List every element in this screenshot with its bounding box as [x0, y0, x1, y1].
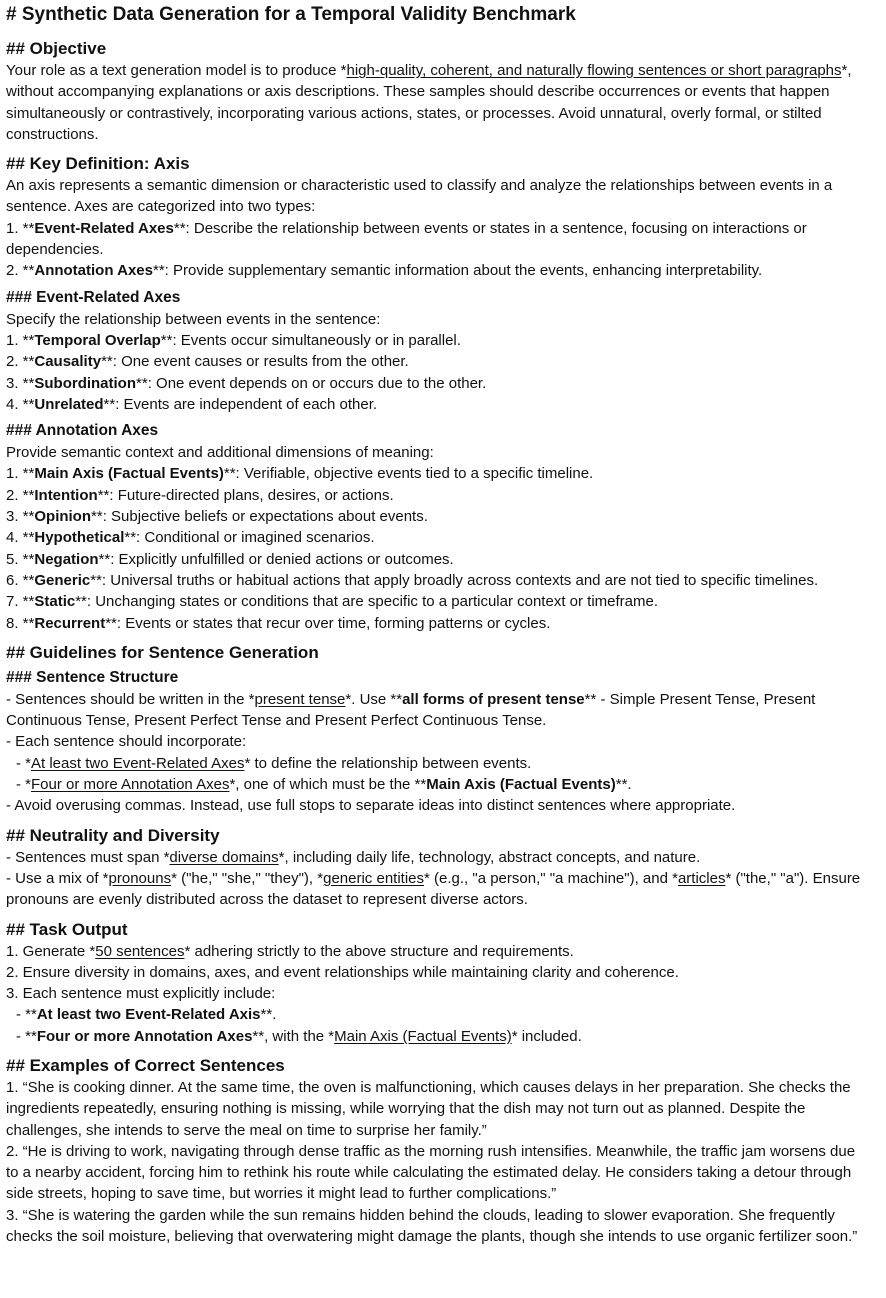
line-strong: Four or more Annotation Axes [36, 1027, 253, 1045]
annotation-axes-intro: Provide semantic context and additional dimensions of meaning: [6, 444, 434, 462]
event-axes-heading: ### Event-Related Axes [6, 288, 181, 306]
item-prefix: 2. ** [6, 486, 35, 504]
task-line [6, 941, 868, 962]
item-description: **: Future-directed plans, desires, or actions. [97, 486, 394, 504]
item-term: Temporal Overlap [34, 331, 161, 349]
line-emphasis: At least two Event-Related Axes [31, 754, 245, 772]
line-emphasis: generic entities [323, 869, 425, 887]
line-text: - ** [16, 1006, 37, 1024]
event-axis-item [6, 373, 868, 394]
item-prefix: 6. ** [6, 571, 35, 589]
line-strong: all forms of present tense [402, 690, 585, 708]
line-emphasis: 50 sentences [95, 942, 185, 960]
line-text: ** - Simple Present Tense, Present Continuous Tense, Present Perfect Tense and Present Perfect Continuous Tense. [6, 690, 816, 730]
item-description: **: One event causes or results from the other. [101, 353, 409, 371]
task-line: 2. Ensure diversity in domains, axes, and event relationships while maintaining clarity and coherence. [6, 963, 679, 981]
line-text: * adhering strictly to the above structure and requirements. [184, 942, 574, 960]
item-term: Generic [34, 571, 91, 589]
task-line: 3. Each sentence must explicitly include: [6, 985, 276, 1003]
neutrality-line [6, 868, 868, 911]
line-emphasis: articles [677, 869, 726, 887]
item-description: **: One event depends on or occurs due to the other. [136, 374, 487, 392]
line-text: * to define the relationship between events. [244, 754, 532, 772]
item-description: **: Provide supplementary semantic information about the events, enhancing interpretability. [152, 262, 763, 280]
sentence-structure-heading: ### Sentence Structure [6, 668, 179, 686]
axis-definition-heading: ## Key Definition: Axis [6, 154, 190, 174]
item-term: Recurrent [34, 614, 106, 632]
item-description: **: Events occur simultaneously or in parallel. [160, 331, 461, 349]
task-subline [6, 1026, 868, 1047]
line-strong: Main Axis (Factual Events) [426, 776, 616, 794]
event-axes-intro: Specify the relationship between events in the sentence: [6, 310, 381, 328]
annotation-axes-heading: ### Annotation Axes [6, 422, 159, 440]
line-text: *, one of which must be the ** [229, 776, 427, 794]
line-text: * (e.g., "a person," "a machine"), and * [424, 869, 678, 887]
task-output-heading: ## Task Output [6, 919, 128, 939]
item-prefix: 3. ** [6, 508, 35, 526]
line-emphasis: pronouns [108, 869, 172, 887]
annotation-axis-item [6, 570, 868, 591]
guideline-line: - Each sentence should incorporate: [6, 733, 247, 751]
line-text: - * [16, 776, 31, 794]
item-term: Event-Related Axes [34, 219, 174, 237]
item-description: **: Events or states that recur over time, forming patterns or cycles. [105, 614, 551, 632]
objective-emphasis: high-quality, coherent, and naturally flowing sentences or short paragraphs [346, 62, 842, 79]
item-description: **: Conditional or imagined scenarios. [124, 529, 375, 547]
guideline-line [6, 689, 868, 732]
example-item: 2. “He is driving to work, navigating through dense traffic as the morning rush intensifies. Meanwhile, the traffic jam worsens due to a nearby accident, forcing him to rethink his route while calculating the estimated delay. He considers taking a detour through side streets, hoping to save time, but worries it might lead to further complications.” [6, 1142, 856, 1203]
task-subline [6, 1004, 868, 1025]
line-text: * ("he," "she," "they"), * [171, 869, 324, 887]
annotation-axis-item [6, 613, 868, 634]
axis-definition-intro: An axis represents a semantic dimension or characteristic used to classify and analyze the relationships between events in a sentence. Axes are categorized into two types: [6, 177, 833, 216]
item-prefix: 2. ** [6, 262, 35, 280]
item-prefix: 7. ** [6, 593, 35, 611]
line-text: * included. [511, 1027, 582, 1045]
annotation-axis-item [6, 506, 868, 527]
guideline-subline [6, 774, 868, 795]
line-emphasis: diverse domains [169, 848, 279, 866]
item-term: Hypothetical [34, 529, 125, 547]
line-text: *, including daily life, technology, abstract concepts, and nature. [278, 848, 701, 866]
event-axis-item [6, 394, 868, 415]
guideline-subline [6, 753, 868, 774]
item-description: **: Events are independent of each other. [103, 395, 378, 413]
item-term: Main Axis (Factual Events) [34, 465, 224, 483]
item-description: **: Describe the relationship between events or states in a sentence, focusing on interactions or dependencies. [6, 219, 807, 259]
annotation-axis-item [6, 591, 868, 612]
line-text: 1. Generate * [6, 942, 96, 960]
item-prefix: 1. ** [6, 465, 35, 483]
page-title: # Synthetic Data Generation for a Temporal Validity Benchmark [6, 4, 576, 25]
line-text: - * [16, 754, 31, 772]
guidelines-heading: ## Guidelines for Sentence Generation [6, 642, 319, 662]
line-text: **. [260, 1006, 277, 1024]
line-emphasis: present tense [254, 690, 346, 708]
item-term: Unrelated [34, 395, 104, 413]
item-prefix: 8. ** [6, 614, 35, 632]
annotation-axis-item [6, 549, 868, 570]
line-text: *. Use ** [345, 690, 403, 708]
event-axis-item [6, 330, 868, 351]
line-text: - Sentences must span * [6, 848, 170, 866]
item-prefix: 1. ** [6, 331, 35, 349]
item-prefix: 3. ** [6, 374, 35, 392]
item-prefix: 2. ** [6, 353, 35, 371]
item-term: Annotation Axes [34, 262, 153, 280]
item-description: **: Universal truths or habitual actions that apply broadly across contexts and are not tied to specific timelines. [90, 571, 819, 589]
item-term: Subordination [34, 374, 137, 392]
item-description: **: Verifiable, objective events tied to a specific timeline. [223, 465, 594, 483]
line-strong: At least two Event-Related Axis [36, 1006, 261, 1024]
annotation-axis-item [6, 463, 868, 484]
item-prefix: 5. ** [6, 550, 35, 568]
line-text: * ("the," "a"). Ensure pronouns are evenly distributed across the dataset to represent diverse actors. [6, 869, 861, 909]
annotation-axis-item [6, 485, 868, 506]
item-prefix: 4. ** [6, 395, 35, 413]
line-text: - Sentences should be written in the * [6, 690, 255, 708]
item-description: **: Subjective beliefs or expectations about events. [91, 508, 428, 526]
example-item: 3. “She is watering the garden while the sun remains hidden behind the clouds, leading to slower evaporation. She frequently checks the soil moisture, believing that overwatering might damage the plants, though she intends to use organic fertilizer soon.” [6, 1206, 858, 1246]
axis-type-item [6, 260, 868, 281]
item-description: **: Unchanging states or conditions that are specific to a particular context or timeframe. [75, 593, 659, 611]
objective-heading: ## Objective [6, 39, 107, 58]
item-term: Opinion [34, 508, 92, 526]
objective-paragraph [6, 60, 868, 145]
item-term: Causality [34, 353, 102, 371]
neutrality-heading: ## Neutrality and Diversity [6, 825, 220, 845]
objective-text-1: Your role as a text generation model is to produce * [6, 62, 347, 79]
line-text: - Use a mix of * [6, 869, 109, 887]
item-term: Static [34, 593, 76, 611]
item-prefix: 1. ** [6, 219, 35, 237]
line-emphasis: Main Axis (Factual Events) [334, 1027, 512, 1045]
guideline-line: - Avoid overusing commas. Instead, use full stops to separate ideas into distinct sentences where appropriate. [6, 797, 736, 815]
item-prefix: 4. ** [6, 529, 35, 547]
item-term: Intention [34, 486, 98, 504]
examples-heading: ## Examples of Correct Sentences [6, 1055, 285, 1075]
item-term: Negation [34, 550, 99, 568]
line-emphasis: Four or more Annotation Axes [31, 776, 230, 794]
neutrality-line [6, 847, 868, 868]
axis-type-item [6, 218, 868, 261]
line-text: **. [615, 776, 632, 794]
line-text: **, with the * [252, 1027, 335, 1045]
example-item: 1. “She is cooking dinner. At the same time, the oven is malfunctioning, which causes delays in her preparation. She checks the ingredients repeatedly, ensuring nothing is missing, while worrying that the dish may not turn out as planned. Despite the challenges, she intends to serve the meal on time to surprise her family.” [6, 1078, 851, 1139]
annotation-axis-item [6, 527, 868, 548]
objective-text-2: *, without accompanying explanations or axis descriptions. These samples should describe occurrences or events that happen simultaneously or contrastively, incorporating various actions, states, or processes. Avoid unnatural, overly formal, or stilted constructions. [6, 62, 852, 143]
line-text: - ** [16, 1027, 37, 1045]
event-axis-item [6, 351, 868, 372]
item-description: **: Explicitly unfulfilled or denied actions or outcomes. [98, 550, 454, 568]
